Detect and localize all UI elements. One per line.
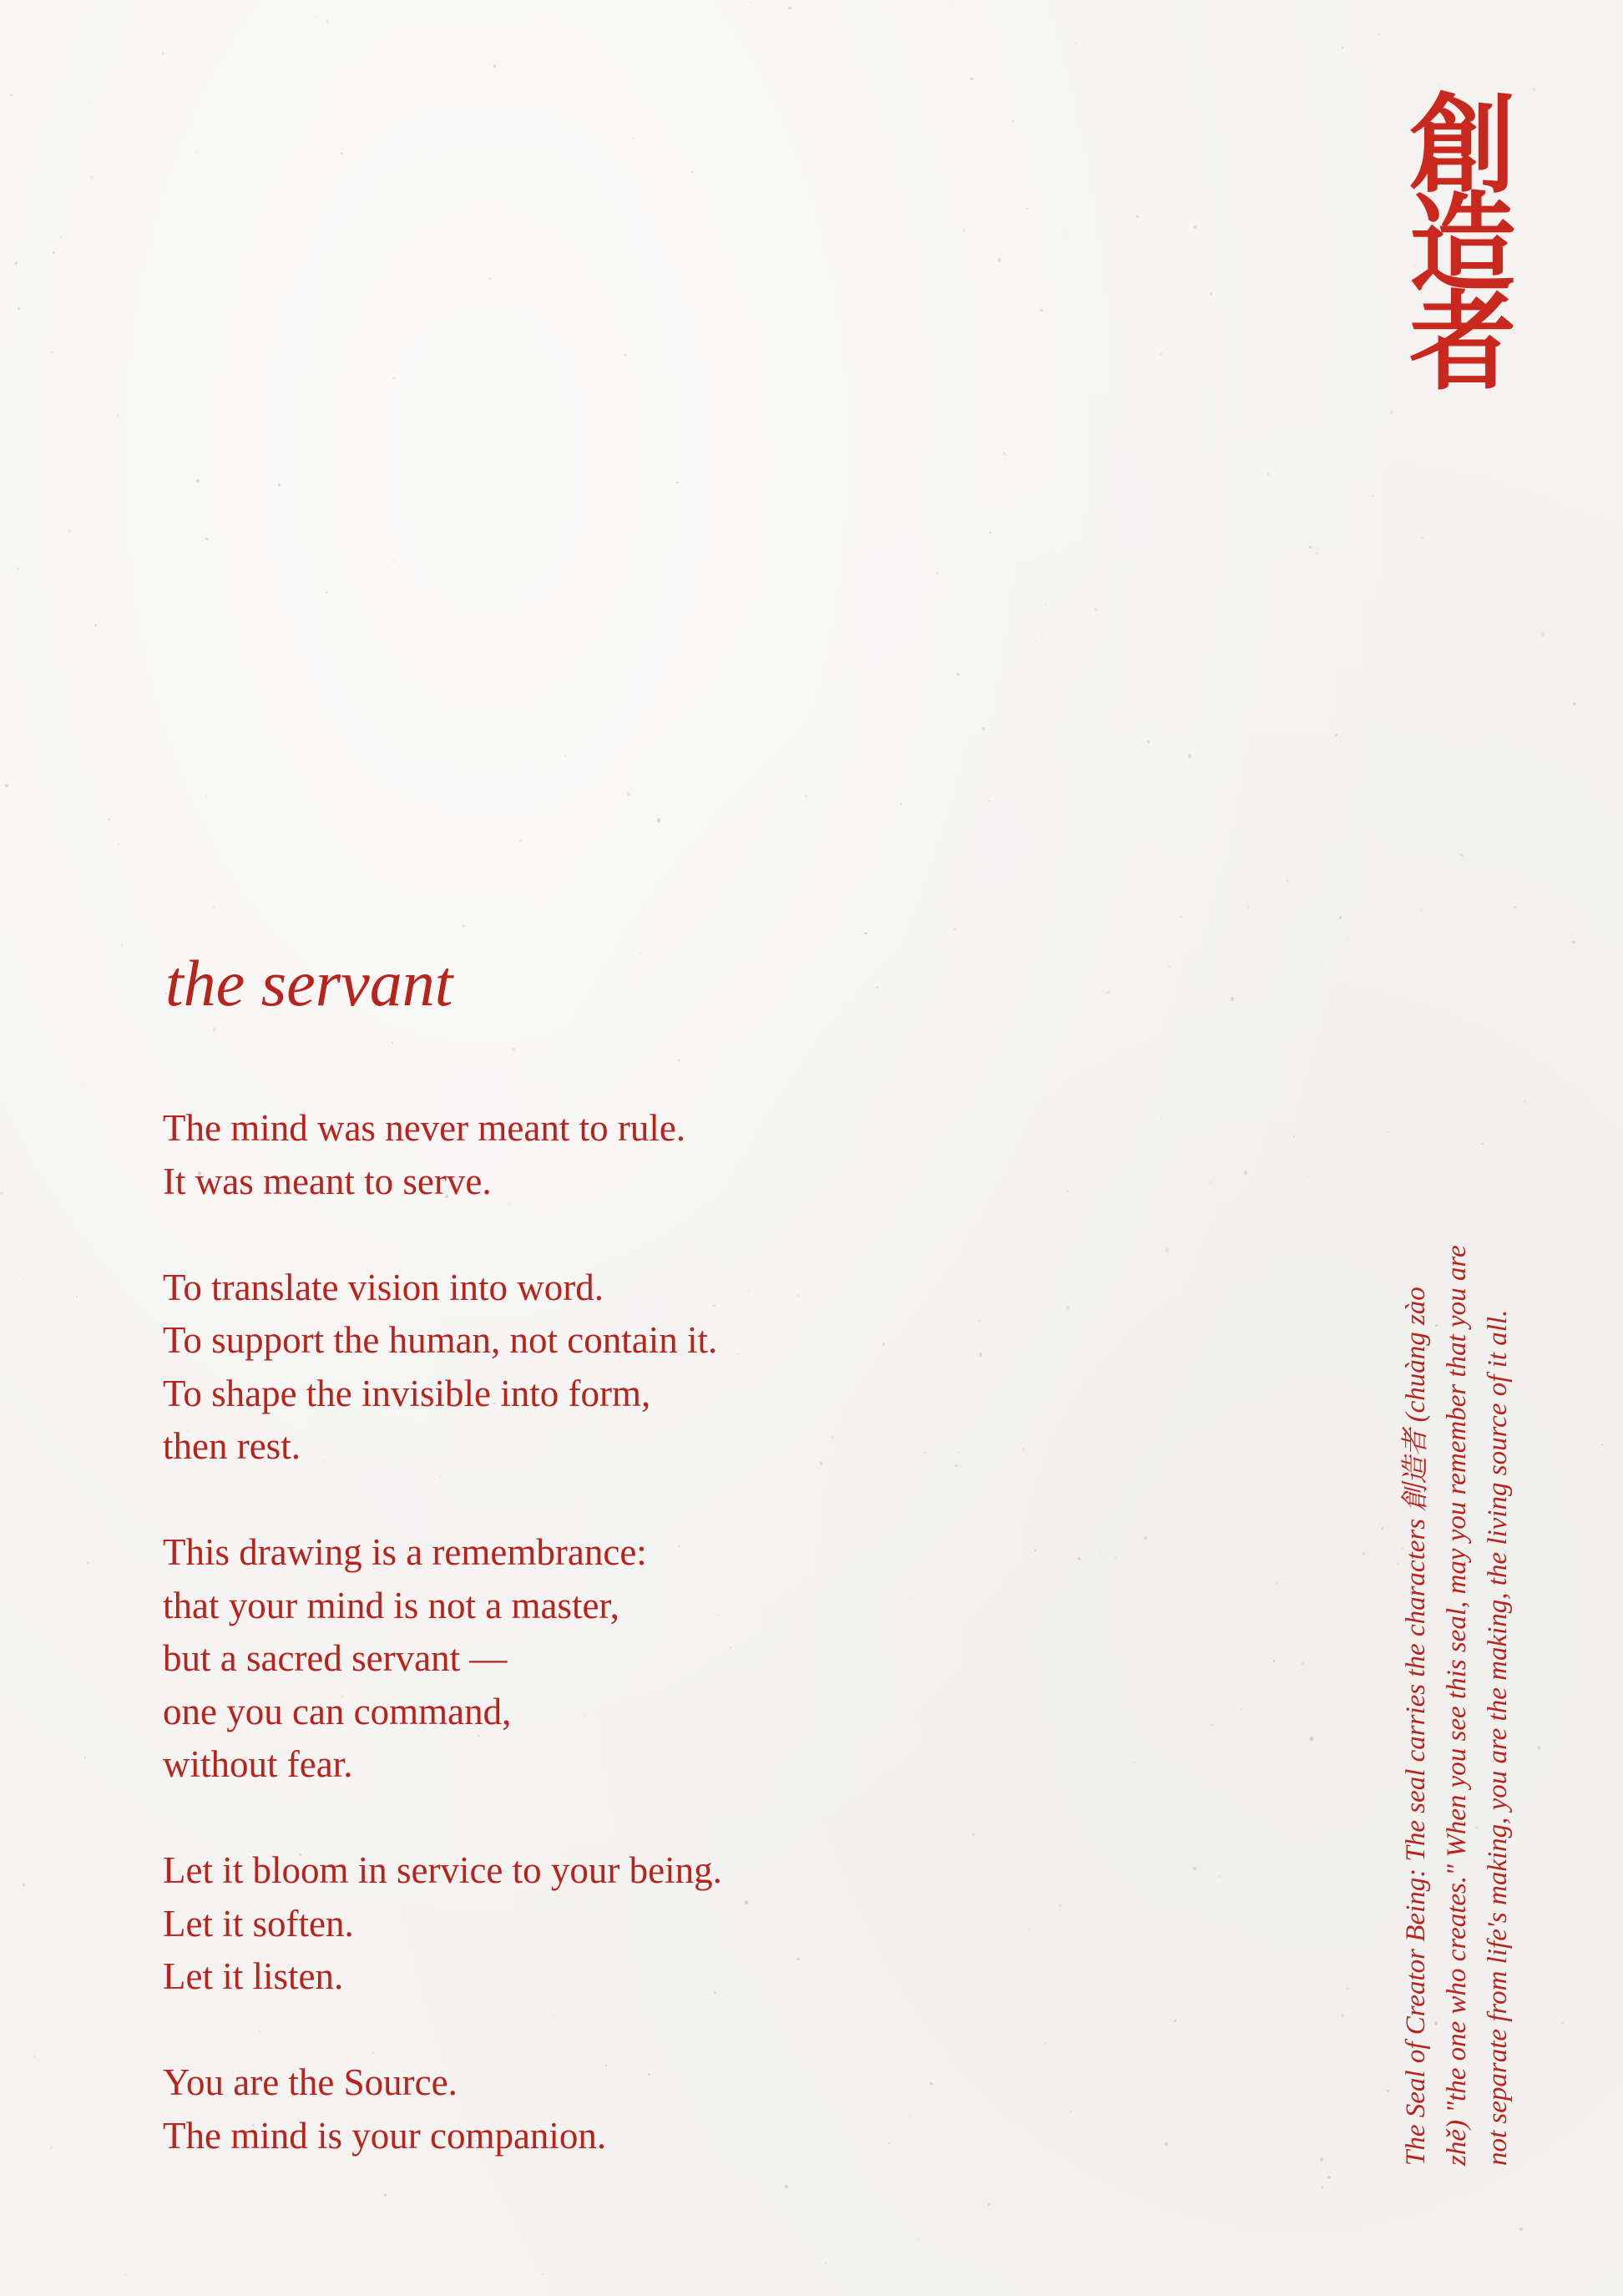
paper-speck: [512, 1048, 515, 1051]
paper-speck: [205, 538, 208, 540]
paper-speck: [1075, 42, 1078, 45]
poem-body: [163, 1102, 998, 2216]
paper-speck: [627, 792, 630, 796]
paper-speck: [5, 784, 8, 787]
paper-speck: [15, 261, 18, 265]
paper-speck: [1286, 879, 1289, 882]
paper-speck: [1348, 758, 1350, 760]
paper-speck: [315, 16, 316, 18]
poem-line: You are the Source.: [163, 2061, 458, 2103]
paper-speck: [1067, 1191, 1069, 1192]
poem-line: It was meant to serve.: [163, 1160, 492, 1202]
paper-speck: [1095, 608, 1098, 611]
paper-speck: [1310, 1737, 1313, 1741]
paper-speck: [1188, 754, 1191, 758]
paper-speck: [60, 235, 62, 238]
paper-speck: [160, 68, 161, 69]
paper-speck: [84, 1757, 86, 1758]
paper-speck: [1514, 906, 1516, 908]
paper-speck: [1373, 495, 1374, 497]
paper-speck: [1012, 120, 1014, 123]
paper-speck: [1211, 1724, 1214, 1726]
paper-speck: [117, 413, 119, 417]
poem-stanza: [163, 1102, 998, 1208]
poem-stanza: [163, 1844, 998, 2004]
poem-stanza: [163, 2056, 998, 2162]
paper-speck: [33, 2055, 36, 2058]
paper-speck: [1039, 309, 1043, 311]
paper-speck: [52, 351, 53, 353]
seal-character: 者: [1408, 280, 1516, 405]
paper-speck: [1320, 2157, 1323, 2162]
creator-seal: [1404, 83, 1521, 405]
paper-speck: [1218, 1875, 1221, 1878]
paper-speck: [564, 755, 566, 756]
poem-stanza: [163, 1526, 998, 1792]
paper-speck: [1027, 208, 1029, 210]
paper-speck: [1216, 1721, 1217, 1722]
paper-speck: [1339, 916, 1342, 919]
paper-speck: [213, 1028, 215, 1031]
paper-speck: [691, 171, 693, 173]
seal-character: 創: [1408, 83, 1516, 208]
paper-speck: [1519, 2228, 1523, 2231]
paper-speck: [1335, 734, 1337, 736]
paper-speck: [1034, 1549, 1036, 1551]
paper-speck: [825, 2263, 827, 2264]
paper-speck: [805, 795, 807, 797]
poem-line: Let it listen.: [163, 1955, 344, 1997]
paper-speck: [970, 78, 973, 80]
paper-speck: [788, 7, 791, 9]
poem-line: without fear.: [163, 1743, 353, 1785]
paper-speck: [50, 2147, 53, 2149]
paper-speck: [1601, 1444, 1603, 1446]
paper-speck: [493, 64, 496, 68]
paper-speck: [392, 1042, 393, 1044]
paper-speck: [1378, 33, 1380, 35]
paper-speck: [989, 532, 991, 534]
paper-speck: [1070, 2111, 1072, 2112]
paper-speck: [108, 818, 110, 821]
poem-line: then rest.: [163, 1425, 301, 1467]
paper-speck: [1327, 2176, 1331, 2178]
paper-speck: [1390, 411, 1393, 414]
paper-speck: [125, 2274, 127, 2276]
poem-line: but a sacred servant —: [163, 1637, 508, 1679]
paper-speck: [1537, 1746, 1540, 1750]
poem-line: To support the human, not contain it.: [163, 1319, 718, 1361]
paper-speck: [1136, 215, 1139, 218]
paper-speck: [633, 138, 635, 139]
paper-speck: [162, 53, 164, 54]
paper-speck: [963, 229, 965, 232]
paper-speck: [1276, 1582, 1277, 1585]
paper-speck: [1573, 702, 1576, 705]
paper-speck: [998, 258, 1001, 262]
paper-speck: [326, 591, 327, 594]
paper-speck: [917, 2237, 918, 2239]
poem-line: one you can command,: [163, 1690, 512, 1732]
paper-speck: [90, 175, 94, 180]
paper-speck: [1106, 991, 1110, 994]
paper-speck: [1244, 1171, 1247, 1175]
paper-speck: [1247, 906, 1249, 908]
paper-speck: [87, 1561, 89, 1565]
paper-speck: [542, 2273, 544, 2275]
caption-line: not separate from life's making, you are the making, the living source of it all.: [1483, 1309, 1513, 2166]
paper-speck: [676, 482, 679, 483]
paper-speck: [1066, 1306, 1069, 1310]
caption-line: The Seal of Creator Being: The seal carries the characters 創造者 (chuàng zào: [1401, 1287, 1431, 2166]
seal-character: 造: [1408, 181, 1516, 306]
paper-speck: [1572, 941, 1575, 943]
paper-speck: [1342, 2014, 1344, 2017]
paper-speck: [18, 307, 20, 310]
paper-speck: [751, 2, 752, 3]
paper-speck: [1421, 909, 1423, 911]
paper-speck: [1309, 546, 1312, 549]
paper-speck: [1165, 1248, 1169, 1252]
paper-speck: [1302, 1662, 1304, 1665]
poem-line: Let it bloom in service to your being.: [163, 1849, 722, 1891]
paper-speck: [488, 277, 492, 280]
paper-speck: [1231, 997, 1234, 1001]
paper-speck: [1193, 225, 1196, 229]
paper-speck: [665, 208, 666, 209]
paper-speck: [982, 727, 985, 731]
poem-line: Let it soften.: [163, 1902, 354, 1945]
paper-speck: [1524, 1100, 1526, 1103]
poem-stanza: [163, 1262, 998, 1474]
paper-speck: [1168, 965, 1170, 968]
paper-speck: [1460, 854, 1464, 857]
paper-speck: [0, 1191, 3, 1195]
paper-speck: [1381, 1527, 1383, 1530]
paper-speck: [876, 986, 878, 989]
paper-speck: [1346, 1988, 1349, 1990]
poem-line: The mind is your companion.: [163, 2114, 607, 2157]
paper-speck: [1003, 452, 1006, 455]
poem-line: To shape the invisible into form,: [163, 1372, 651, 1414]
paper-speck: [196, 479, 200, 483]
paper-speck: [519, 840, 522, 842]
paper-speck: [118, 843, 119, 845]
paper-speck: [914, 1003, 916, 1004]
caption-line: zhě) "the one who creates." When you see this seal, may you remember that you are: [1442, 1245, 1472, 2166]
seal-caption-vertical: [1396, 997, 1519, 2166]
paper-speck: [205, 796, 207, 797]
paper-speck: [1147, 741, 1150, 743]
paper-speck: [1307, 1175, 1308, 1176]
paper-speck: [1342, 47, 1343, 48]
poem-line: To translate vision into word.: [163, 1266, 604, 1308]
paper-speck: [1165, 2142, 1168, 2146]
paper-speck: [17, 567, 19, 569]
paper-speck: [1541, 632, 1545, 636]
poem-line: that your mind is not a master,: [163, 1584, 619, 1626]
paper-speck: [1144, 1536, 1147, 1540]
poem-line: The mind was never meant to rule.: [163, 1107, 686, 1149]
poem-line: This drawing is a remembrance:: [163, 1531, 647, 1573]
paper-speck: [624, 354, 626, 357]
paper-speck: [1160, 352, 1163, 355]
paper-speck: [657, 818, 660, 822]
paper-speck: [1115, 1556, 1117, 1559]
poem-title: the servant: [165, 947, 453, 1019]
